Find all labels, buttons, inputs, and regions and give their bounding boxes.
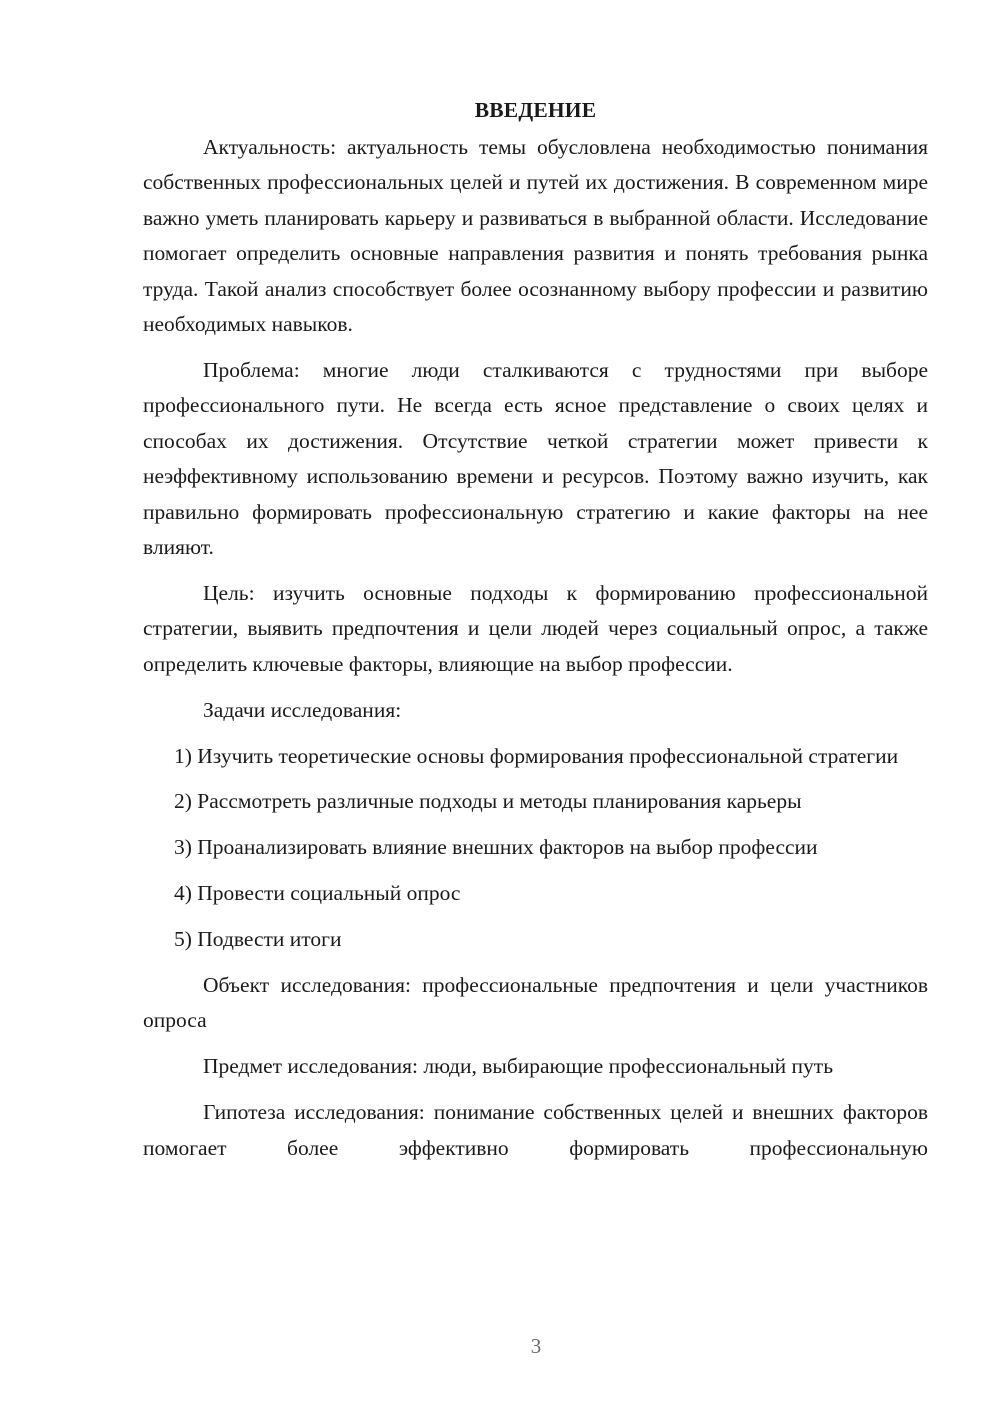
paragraph-hypothesis: Гипотеза исследования: понимание собственных целей и внешних факторов помогает более эффективно формировать профессиональную xyxy=(143,1100,928,1160)
paragraph-relevance: Актуальность: актуальность темы обусловлена необходимостью понимания собственных профессиональных целей и путей их достижения. В современном мире важно уметь планировать карьеру и развиваться в выбранной области. Исследование помогает определить основные направления развития и понять требования рынка труда. Такой анализ способствует более осознанному выбору профессии и развитию необходимых навыков. xyxy=(143,135,928,337)
paragraph-subject: Предмет исследования: люди, выбирающие профессиональный путь xyxy=(203,1054,834,1079)
paragraph-problem: Проблема: многие люди сталкиваются с трудностями при выборе профессионального пути. Не всегда есть ясное представление о своих целях и способах их достижения. Отсутствие четкой стратегии может привести к неэффективному использованию времени и ресурсов. Поэтому важно изучить, как правильно формировать профессиональную стратегию и какие факторы на нее влияют. xyxy=(143,357,928,559)
task-item-2: 2) Рассмотреть различные подходы и методы планирования карьеры xyxy=(174,789,802,814)
paragraph-object: Объект исследования: профессиональные предпочтения и цели участников опроса xyxy=(143,973,928,1033)
page-number: 3 xyxy=(530,1334,542,1358)
task-item-4: 4) Провести социальный опрос xyxy=(174,881,461,906)
task-item-1: 1) Изучить теоретические основы формирования профессиональной стратегии xyxy=(174,743,899,768)
task-item-5: 5) Подвести итоги xyxy=(174,927,342,952)
tasks-title: Задачи исследования: xyxy=(203,697,402,722)
page-content xyxy=(143,92,928,1166)
task-item-3: 3) Проанализировать влияние внешних факторов на выбор профессии xyxy=(174,835,818,860)
paragraph-goal: Цель: изучить основные подходы к формированию профессиональной стратегии, выявить предпочтения и цели людей через социальный опрос, а также определить ключевые факторы, влияющие на выбор профессии. xyxy=(143,580,928,676)
section-heading: ВВЕДЕНИЕ xyxy=(474,98,597,122)
